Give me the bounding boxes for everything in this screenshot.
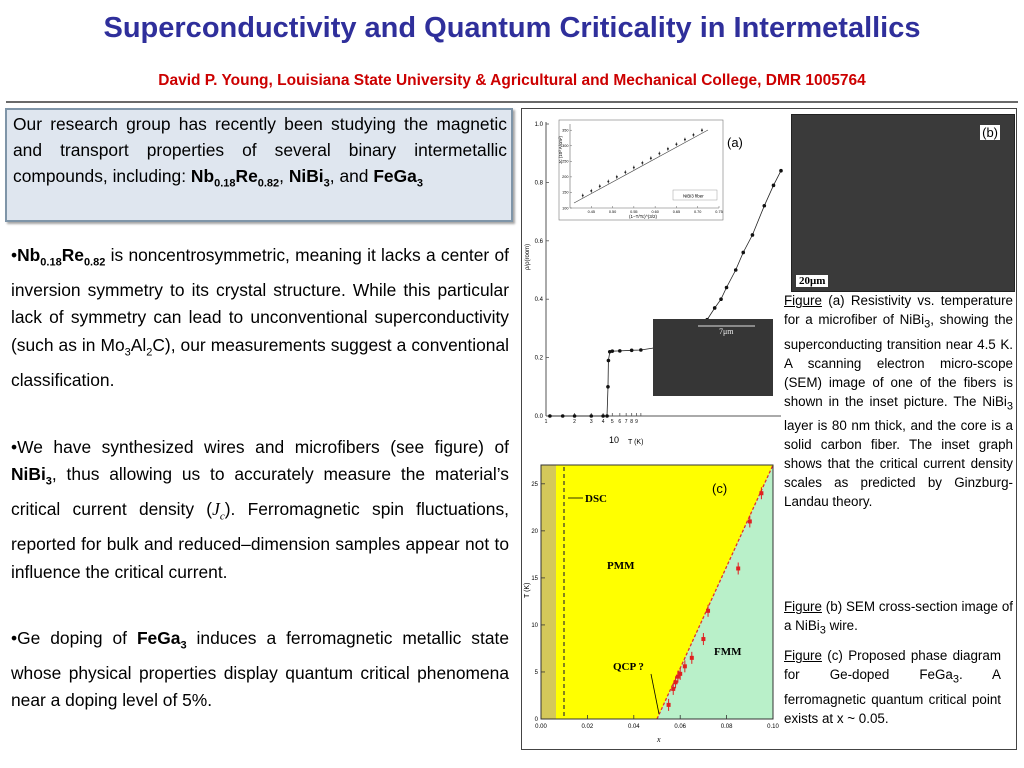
caption-b-figure-word: Figure	[784, 599, 822, 614]
plot-a-x-ticklabel: 8	[630, 419, 634, 425]
compound-fega3: FeGa$_3$	[373, 166, 423, 190]
inset-point	[624, 171, 626, 173]
inset-x-ticklabel: 0.60	[651, 210, 659, 214]
resistivity-point	[713, 306, 717, 310]
inset-y-ticklabel: 150	[562, 190, 569, 195]
resistivity-point	[630, 349, 634, 353]
sem-inset-photo	[653, 319, 773, 396]
resistivity-point	[719, 297, 723, 301]
plot-a-y-ticklabel: 0.6	[534, 238, 543, 245]
inset-x-ticklabel: 0.70	[694, 210, 702, 214]
inset-y-ticklabel: 250	[562, 159, 569, 164]
caption-c: Figure (c) Proposed phase diagram for Ge-doped FeGa$_3$. A ferromagnetic quantum critical point exists at x ~ 0.05.	[784, 648, 1001, 726]
resistivity-point	[548, 414, 552, 418]
plot-c-x-ticklabel: 0.02	[581, 724, 594, 730]
phase-point	[667, 703, 671, 707]
caption-a: Figure (a) Resistivity vs. temperature for a microfiber of NiBi$_3$, showing the superconducting transition near 4.5 K. A scanning electron micro-scope (SEM) image of one of the fibers is shown in the inset picture. The NiBi$_3$ layer is 80 nm thick, and the core is a solid carbon fiber. The inset graph shows that the critical current density scales as predicted by Ginzburg-Landau theory.	[784, 293, 1013, 510]
intro-text: Our research group has recently been studying the magnetic and transport properties of several binary intermetallic compounds, including:	[13, 114, 507, 186]
plot-c-y-ticklabel: 10	[531, 622, 538, 629]
slide-title: Superconductivity and Quantum Criticality in Intermetallics	[103, 12, 921, 44]
plot-a-x-ticklabel: 4	[601, 419, 605, 425]
plot-a-x-ticklabel: 5	[610, 419, 614, 425]
figure-b-label: (b)	[982, 125, 998, 140]
inset-y-ticklabel: 200	[562, 175, 569, 180]
inset-point	[667, 148, 669, 150]
resistivity-point	[725, 286, 729, 290]
resistivity-point	[618, 349, 622, 353]
compound-nibi3: NiBi$_3$	[288, 166, 330, 190]
phase-point	[748, 519, 752, 523]
caption-b: Figure (b) SEM cross-section image of a NiBi$_3$ wire.	[784, 599, 1013, 637]
phase-point	[701, 637, 705, 641]
inset-x-ticklabel: 0.45	[587, 210, 595, 214]
plot-a-x-ticklabel: 6	[618, 419, 622, 425]
inset-point	[590, 190, 592, 192]
plot-a-y-label: ρ/ρ(room)	[525, 243, 531, 270]
inset-point	[658, 153, 660, 155]
phase-point	[674, 680, 678, 684]
resistivity-point	[607, 359, 611, 363]
plot-a-x-ticklabel-10: 10	[609, 435, 620, 445]
inset-point	[692, 134, 694, 136]
inset-x-ticklabel: 0.75	[715, 210, 723, 214]
resistivity-point	[601, 414, 605, 418]
sem-b-scale: 20μm	[796, 275, 828, 287]
plot-a-x-ticklabel: 2	[573, 419, 576, 425]
plot-c-x-ticklabel: 0.08	[720, 724, 733, 730]
phase-point	[690, 656, 694, 660]
inset-point	[675, 143, 677, 145]
slide-subtitle: David P. Young, Louisiana State University & Agricultural and Mechanical College, DMR 1005764	[158, 72, 866, 89]
inset-point	[641, 162, 643, 164]
inset-point	[684, 139, 686, 141]
phase-point	[736, 566, 740, 570]
plot-a-y-ticklabel: 1.0	[534, 122, 543, 128]
plot-a-x-ticklabel: 7	[624, 419, 628, 425]
compound-nbre: $Nb_{0.18}Re_{0.82}$	[17, 245, 106, 269]
inset-point	[650, 157, 652, 159]
qcp-label: QCP ?	[613, 661, 644, 673]
resistivity-point	[611, 349, 615, 353]
inset-point	[582, 195, 584, 197]
plot-c-y-ticklabel: 5	[534, 669, 538, 676]
plot-c-y-ticklabel: 20	[531, 528, 538, 535]
phase-diagram	[523, 458, 781, 748]
plot-c-x-label: x	[657, 735, 661, 744]
plot-a-y-ticklabel: 0.2	[534, 355, 543, 362]
sem-cross-section-photo	[791, 114, 1015, 292]
resistivity-point	[772, 184, 776, 188]
inset-legend-label: NiBi3 fiber	[683, 193, 704, 199]
pmm-label: PMM	[607, 560, 635, 572]
plot-c-y-ticklabel: 25	[531, 481, 538, 488]
inset-point	[616, 176, 618, 178]
plot-a-y-ticklabel: 0.4	[534, 297, 543, 304]
inset-point	[633, 167, 635, 169]
plot-c-y-ticklabel: 15	[531, 575, 538, 582]
phase-point	[706, 609, 710, 613]
jc-symbol: $J_c$	[212, 499, 225, 523]
phase-point	[671, 687, 675, 691]
inset-y-ticklabel: 350	[562, 128, 569, 133]
inset-y-ticklabel: 100	[562, 206, 569, 211]
inset-point	[607, 181, 609, 183]
compound-nibi3: NiBi$_3$	[11, 464, 52, 488]
caption-a-figure-word: Figure	[784, 293, 822, 308]
inset-x-ticklabel: 0.65	[672, 210, 681, 214]
resistivity-point	[639, 348, 643, 352]
plot-a-y-ticklabel: 0.8	[534, 180, 543, 187]
plot-a-x-ticklabel: 9	[635, 419, 638, 425]
phase-point	[678, 672, 682, 676]
resistivity-point	[751, 233, 755, 237]
sem-inset-scale: 7μm	[719, 327, 734, 336]
plot-c-x-ticklabel: 0.10	[767, 724, 779, 730]
figure-c-label: (c)	[712, 481, 728, 496]
phase-point	[759, 491, 763, 495]
resistivity-point	[779, 169, 783, 173]
intro-box: Our research group has recently been studying the magnetic and transport properties of several binary intermetallic compounds, including: $Nb_{0.18}Re_{0.82}$, NiBi$_3$, and FeGa$_3$	[5, 108, 513, 222]
plot-a-y-ticklabel: 0.0	[534, 414, 543, 420]
inset-y-ticklabel: 300	[562, 144, 569, 149]
resistivity-point	[589, 414, 593, 418]
inset-point	[701, 129, 703, 131]
plot-c-y-label: T (K)	[524, 582, 531, 598]
inset-x-ticklabel: 0.50	[608, 210, 617, 214]
inset-y-label: Jc (10³ A/cm²)	[558, 135, 563, 164]
compound-nbre: $Nb_{0.18}Re_{0.82}$	[190, 166, 280, 190]
figure-a-label: (a)	[727, 135, 743, 150]
dsc-label: DSC	[585, 493, 608, 505]
fmm-label: FMM	[714, 646, 742, 658]
resistivity-point	[734, 268, 738, 272]
plot-c-x-ticklabel: 0.06	[674, 724, 687, 730]
title-divider	[6, 101, 1018, 103]
plot-a-x-label: T (K)	[628, 439, 644, 446]
resistivity-point	[573, 414, 577, 418]
inset-x-label: (1−T/Tc)^(3/2)	[629, 214, 657, 219]
resistivity-point	[762, 204, 766, 208]
bullet-noncentrosymmetric: $•Nb_{0.18}Re_{0.82}$ is noncentrosymmetric, meaning it lacks a center of inversion symmetry to its crystal structure. While this particular lack of symmetry can lead to unconventional superconductivity (such as in $Mo_3Al_2C$), our measurements suggest a conventional classification.	[11, 245, 509, 390]
plot-c-x-ticklabel: 0.00	[535, 724, 547, 730]
resistivity-point	[606, 385, 610, 389]
dsc-region	[541, 465, 556, 719]
bullet-ge-doping: •Ge doping of FeGa$_3$ induces a ferromagnetic metallic state whose physical properties display quantum critical phenomena near a doping level of 5%.	[11, 628, 510, 711]
bullet-microfibers: •We have synthesized wires and microfibers (see figure) of NiBi$_3$, thus allowing us to accurately measure the material’s critical current density $(J_c)$. Ferromagnetic spin fluctuations, reported for bulk and reduced–dimension samples appear not to influence the critical current.	[11, 437, 509, 582]
plot-c-y-ticklabel: 0	[534, 717, 538, 723]
resistivity-plot	[523, 110, 785, 448]
plot-a-x-ticklabel: 1	[544, 419, 548, 425]
resistivity-point	[605, 414, 609, 418]
resistivity-point	[741, 251, 745, 255]
plot-a-x-ticklabel: 3	[589, 419, 593, 425]
resistivity-point	[561, 414, 565, 418]
plot-c-x-ticklabel: 0.04	[627, 724, 640, 730]
inset-point	[599, 185, 601, 187]
phase-point	[683, 664, 687, 668]
inset-x-ticklabel: 0.55	[630, 210, 638, 214]
compound-fega3: FeGa$_3$	[136, 628, 187, 652]
caption-c-figure-word: Figure	[784, 648, 822, 663]
